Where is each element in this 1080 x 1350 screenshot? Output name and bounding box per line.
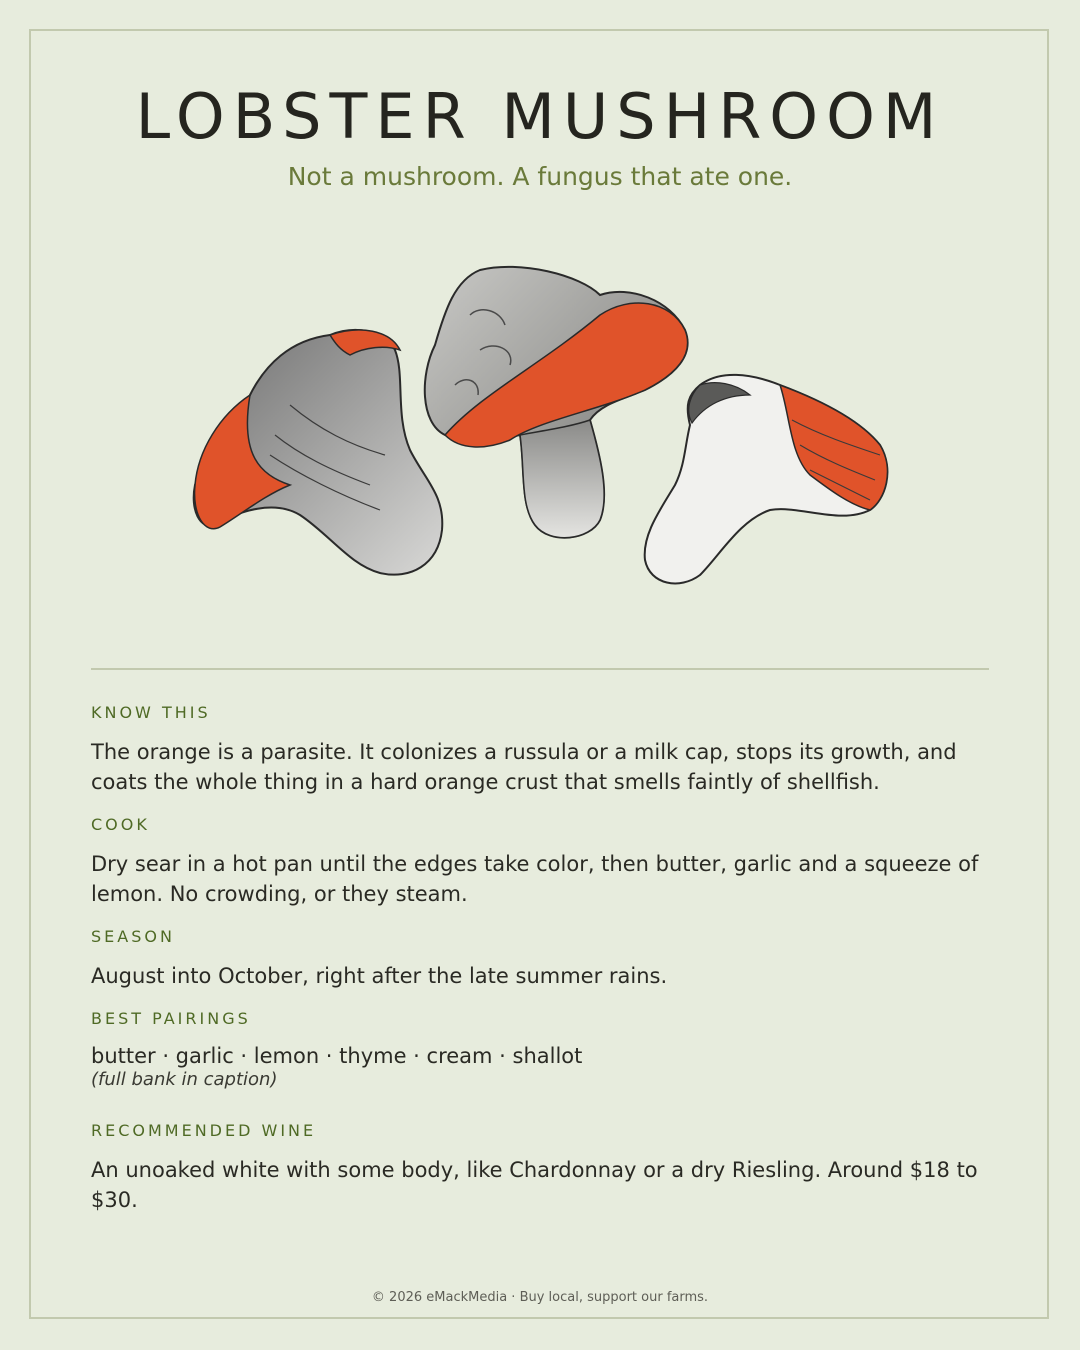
section-label: KNOW THIS bbox=[91, 703, 211, 722]
section-divider bbox=[91, 668, 989, 670]
page-subtitle: Not a mushroom. A fungus that ate one. bbox=[287, 162, 793, 191]
section-season bbox=[91, 927, 991, 991]
section-know-this bbox=[91, 703, 991, 797]
lobster-mushroom-illustration bbox=[180, 255, 900, 595]
section-label: BEST PAIRINGS bbox=[91, 1009, 251, 1028]
pairings-note: (full bank in caption) bbox=[91, 1069, 278, 1090]
section-label: SEASON bbox=[91, 927, 175, 946]
section-recommended-wine bbox=[91, 1121, 991, 1215]
section-text: August into October, right after the late summer rains. bbox=[91, 964, 668, 988]
section-text: An unoaked white with some body, like Chardonnay or a dry Riesling. Around $18 to $30. bbox=[91, 1158, 978, 1212]
section-cook bbox=[91, 815, 991, 909]
section-label: RECOMMENDED WINE bbox=[91, 1121, 317, 1140]
section-text: The orange is a parasite. It colonizes a russula or a milk cap, stops its growth, and coats the whole thing in a hard orange crust that smells faintly of shellfish. bbox=[91, 740, 957, 794]
page-title: LOBSTER MUSHROOM bbox=[135, 80, 945, 153]
middle-mushroom bbox=[425, 267, 688, 538]
footer-credit: © 2026 eMackMedia · Buy local, support our farms. bbox=[371, 1290, 709, 1305]
section-label: COOK bbox=[91, 815, 150, 834]
section-text: Dry sear in a hot pan until the edges take color, then butter, garlic and a squeeze of lemon. No crowding, or they steam. bbox=[91, 852, 979, 906]
right-mushroom bbox=[645, 375, 888, 584]
section-text: butter · garlic · lemon · thyme · cream · shallot bbox=[91, 1044, 583, 1068]
left-mushroom bbox=[194, 330, 443, 575]
section-best-pairings bbox=[91, 1009, 991, 1091]
